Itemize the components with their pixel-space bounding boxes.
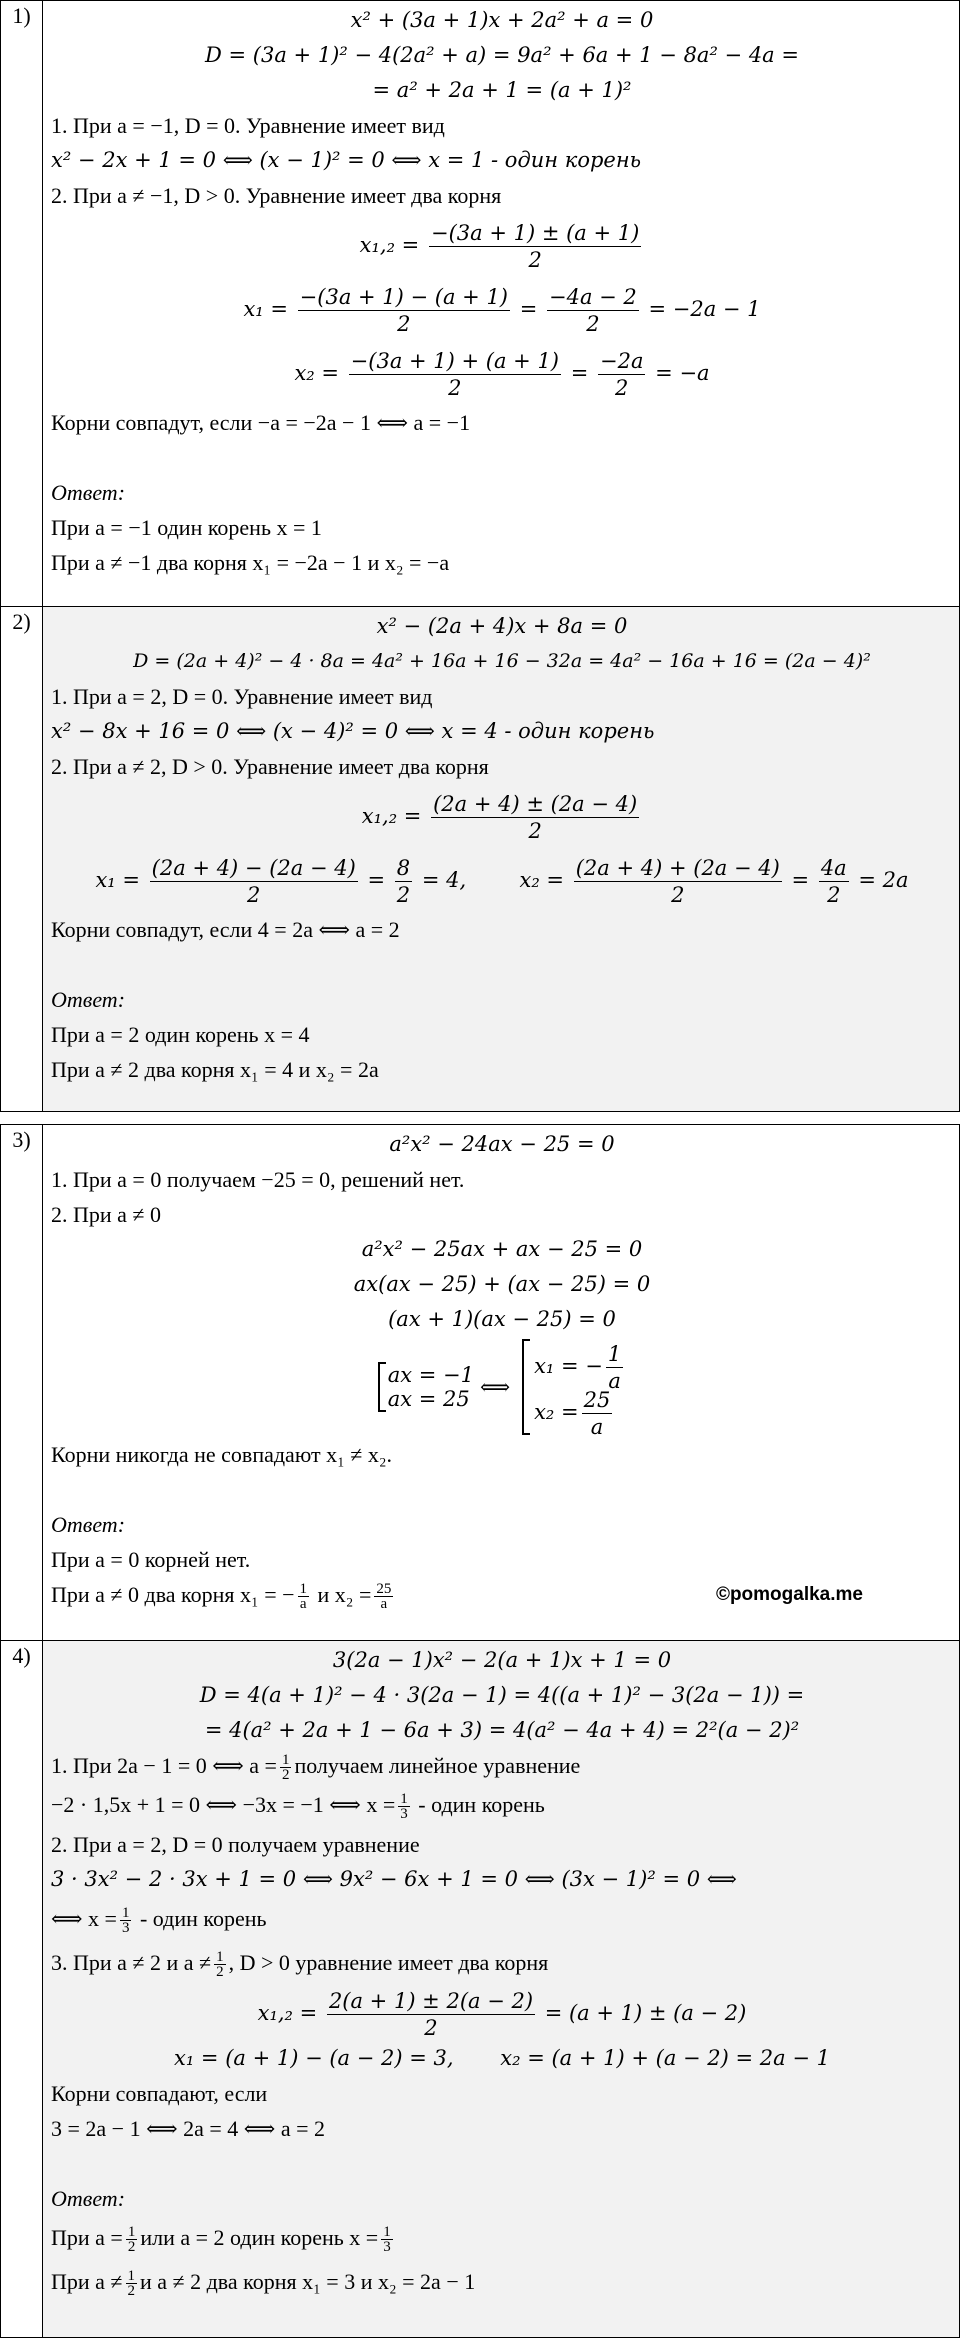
discriminant-line: = 4(a² + 2a + 1 − 6a + 3) = 4(a² − 4a + 4) = 2²(a − 2)² (204, 1718, 800, 1742)
fraction: $\frac{-(3a + 1) - (a + 1)}{2}$ (299, 285, 509, 336)
case-1-equation: x² − 8x + 16 = 0 ⟺ (x − 4)² = 0 ⟺ x = 4 - один корень (51, 719, 655, 743)
fraction: $\frac{(2a + 4) \pm (2a - 4)}{2}$ (433, 792, 638, 843)
fraction: $\frac{1}{2}$ (127, 2224, 136, 2256)
fraction: $\frac{(2a + 4) + (2a - 4)}{2}$ (575, 856, 780, 907)
fraction: $\frac{1}{3}$ (383, 2224, 391, 2256)
case-1-equation: x² − 2x + 1 = 0 ⟺ (x − 1)² = 0 ⟺ x = 1 - один корень (51, 148, 642, 172)
discriminant-line: D = (3a + 1)² − 4(2a² + a) = 9a² + 6a + 1 − 8a² − 4a = (205, 43, 799, 67)
case-2-text: 2. При a = 2, D = 0 получаем уравнение (51, 1832, 420, 1857)
fraction: $\frac{-(3a + 1) + (a + 1)}{2}$ (350, 349, 560, 400)
fraction: $\frac{2(a + 1) \pm 2(a - 2)}{2}$ (328, 1989, 534, 2040)
answer-line: При a ≠ −1 два корня x₁ = −2a − 1 и x₂ = −a (51, 550, 450, 575)
equation: x² + (3a + 1)x + 2a² + a = 0 (350, 8, 654, 32)
coincide-text: Корни совпадают, если (51, 2081, 268, 2106)
coincide-equation: 3 = 2a − 1 ⟺ 2a = 4 ⟺ a = 2 (51, 2116, 326, 2141)
equation: a²x² − 24ax − 25 = 0 (389, 1132, 615, 1156)
step-line: (ax + 1)(ax − 25) = 0 (388, 1307, 616, 1331)
problem-number: 4) (1, 1641, 43, 2337)
discriminant-line: D = 4(a + 1)² − 4 · 3(2a − 1) = 4((a + 1)² − 3(2a − 1)) = (199, 1683, 805, 1707)
coincide-text: Корни совпадут, если 4 = 2a ⟺ a = 2 (51, 917, 400, 942)
answer-label: Ответ: (51, 987, 126, 1012)
square-bracket (378, 1362, 386, 1412)
answer-line: При a ≠ 0 два корня x₁ = − $\frac{1}{a}$ и x₂ = $\frac{25}{a}$ ©pomogalka.me (51, 1577, 953, 1612)
problem-number: 3) (1, 1125, 43, 1640)
root-x1: x₁ = $\frac{-(3a + 1) - (a + 1)}{2}$ = $\frac{-4a - 2}{2}$ = −2a − 1 (243, 285, 761, 336)
fraction: $\frac{1}{a}$ (607, 1342, 622, 1393)
roots-x1-x2: x₁ = (a + 1) − (a − 2) = 3, x₂ = (a + 1) + (a − 2) = 2a − 1 (173, 2046, 830, 2070)
answer-label: Ответ: (51, 1512, 126, 1537)
step-line: ax(ax − 25) + (ax − 25) = 0 (353, 1272, 651, 1296)
fraction: $\frac{25}{a}$ (376, 1581, 392, 1613)
answer-line: При a ≠ $\frac{1}{2}$ и a ≠ 2 два корня x₁ = 3 и x₂ = 2a − 1 (51, 2268, 476, 2300)
problem-number: 1) (1, 1, 43, 606)
equation-system: ax = −1 ax = 25 ⟺ x₁ = − $\frac{1}{a}$ x₂ = $\frac{25}{a}$ (51, 1337, 953, 1437)
fraction: $\frac{1}{3}$ (121, 1905, 130, 1937)
roots-formula: x₁,₂ = $\frac{2(a + 1) \pm 2(a - 2)}{2}$ = (a + 1) ± (a − 2) (257, 1989, 747, 2040)
case-2-text: 2. При a ≠ 2, D > 0. Уравнение имеет два корня (51, 754, 489, 779)
answer-label: Ответ: (51, 2186, 126, 2211)
fraction: $\frac{1}{2}$ (281, 1752, 290, 1784)
fraction: $\frac{25}{a}$ (583, 1388, 611, 1439)
never-coincide-text: Корни никогда не совпадают x₁ ≠ x₂. (51, 1442, 392, 1467)
answer-line: При a ≠ 2 два корня x₁ = 4 и x₂ = 2a (51, 1057, 379, 1082)
root-x2: x₂ = $\frac{-(3a + 1) + (a + 1)}{2}$ = $\frac{-2a}{2}$ = −a (294, 349, 710, 400)
case-1-text: 1. При a = 2, D = 0. Уравнение имеет вид (51, 684, 433, 709)
equation: 3(2a − 1)x² − 2(a + 1)x + 1 = 0 (332, 1648, 672, 1672)
step-line: a²x² − 25ax + ax − 25 = 0 (361, 1237, 643, 1261)
solution-block-4 (1, 1640, 959, 2337)
fraction: $\frac{1}{2}$ (127, 2268, 135, 2300)
roots-x1-x2: x₁ = $\frac{(2a + 4) - (2a - 4)}{2}$ = $\frac{8}{2}$ = 4, x₂ = $\frac{(2a + 4) + (2a - 4)}{2}$ = $\frac{4a}{2}$ = 2a (95, 856, 909, 907)
answer-label: Ответ: (51, 480, 126, 505)
watermark-text: ©pomogalka.me (715, 1584, 863, 1605)
fraction: $\frac{-2a}{2}$ (600, 349, 644, 400)
fraction: $\frac{8}{2}$ (396, 856, 411, 907)
answer-line: При a = 2 один корень x = 4 (51, 1022, 310, 1047)
case-1-equation: −2 · 1,5x + 1 = 0 ⟺ −3x = −1 ⟺ x = $\frac{1}{3}$ - один корень (51, 1791, 545, 1823)
roots-formula: x₁,₂ = $\frac{(2a + 4) \pm (2a - 4)}{2}$ (361, 792, 638, 843)
problem-number: 2) (1, 607, 43, 1111)
solutions-table-2 (0, 1124, 960, 2338)
case-1-text: 1. При 2a − 1 = 0 ⟺ a = $\frac{1}{2}$ получаем линейное уравнение (51, 1752, 581, 1784)
equation: x² − (2a + 4)x + 8a = 0 (376, 614, 628, 638)
fraction: $\frac{1}{a}$ (299, 1581, 308, 1613)
case-1-text: 1. При a = −1, D = 0. Уравнение имеет вид (51, 113, 445, 138)
solution-block-1 (1, 1, 959, 606)
coincide-text: Корни совпадут, если −a = −2a − 1 ⟺ a = −1 (51, 410, 471, 435)
solution-block-2 (1, 606, 959, 1111)
discriminant-line: = a² + 2a + 1 = (a + 1)² (372, 78, 632, 102)
answer-line: При a = $\frac{1}{2}$ или a = 2 один корень x = $\frac{1}{3}$ (51, 2224, 391, 2256)
fraction: $\frac{1}{3}$ (400, 1791, 408, 1823)
case-2-equation: 3 · 3x² − 2 · 3x + 1 = 0 ⟺ 9x² − 6x + 1 = 0 ⟺ (3x − 1)² = 0 ⟺ (51, 1867, 737, 1891)
fraction: $\frac{-(3a + 1) \pm (a + 1)}{2}$ (430, 221, 640, 272)
fraction: $\frac{1}{2}$ (216, 1949, 224, 1981)
solutions-table-1 (0, 0, 960, 1112)
curly-brace (522, 1339, 530, 1435)
discriminant-line: D = (2a + 4)² − 4 · 8a = 4a² + 16a + 16 − 32a = 4a² − 16a + 16 = (2a − 4)² (133, 650, 871, 672)
roots-formula: x₁,₂ = $\frac{-(3a + 1) \pm (a + 1)}{2}$ (359, 221, 640, 272)
answer-line: При a = −1 один корень x = 1 (51, 515, 322, 540)
case-2-root: ⟺ x = $\frac{1}{3}$ - один корень (51, 1905, 267, 1937)
case-2-text: 2. При a ≠ −1, D > 0. Уравнение имеет два корня (51, 183, 502, 208)
solution-block-3 (1, 1125, 959, 1640)
fraction: $\frac{-4a - 2}{2}$ (549, 285, 637, 336)
answer-line: При a = 0 корней нет. (51, 1547, 251, 1572)
case-2-text: 2. При a ≠ 0 (51, 1202, 161, 1227)
fraction: $\frac{4a}{2}$ (820, 856, 847, 907)
case-3-text: 3. При a ≠ 2 и a ≠ $\frac{1}{2}$ , D > 0 уравнение имеет два корня (51, 1949, 549, 1981)
fraction: $\frac{(2a + 4) - (2a - 4)}{2}$ (151, 856, 356, 907)
case-1-text: 1. При a = 0 получаем −25 = 0, решений нет. (51, 1167, 465, 1192)
